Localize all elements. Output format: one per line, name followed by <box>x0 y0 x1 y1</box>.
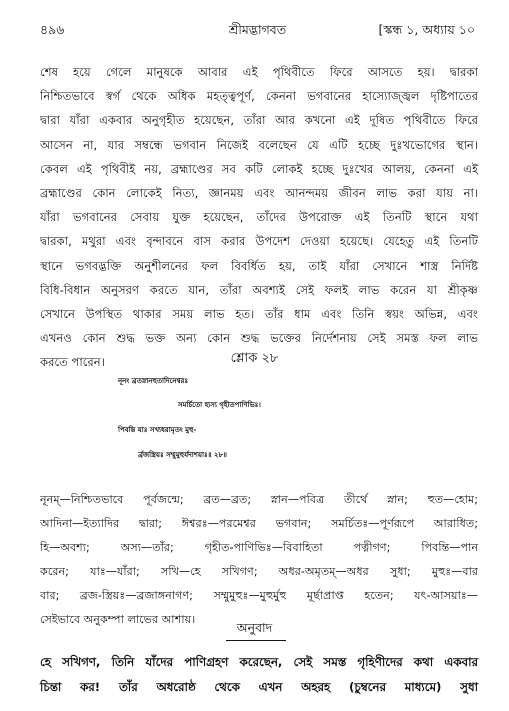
purport-line: দ্বারা যাঁরা একবার অনুগৃহীত হয়েছেন, তাঁরা আর কখনো এই দূষিত পৃথিবীতে ফিরে <box>40 113 478 128</box>
verse-number-label: শ্লোক ২৮ <box>230 351 279 366</box>
page-header <box>40 22 475 44</box>
purport-line: বিধি-বিধান অনুসরণ করতে যান, তাঁরা অবশ্যই সেই ফলই লাভ করেন যা শ্রীকৃষ্ণ <box>40 282 478 297</box>
translation-line: চিন্তা কর! তাঁর অধরোষ্ঠ থেকে এখন অহরহ (চুম্বনের মাধ্যমে) সুধা <box>40 680 478 694</box>
purport-line: কেবল এই পৃথিবীই নয়, ব্রহ্মাণ্ডের সব কটি লোকই হচ্ছে দুঃখের আলয়, কেননা এই <box>40 161 478 176</box>
synonym-line: করেন; যাঃ—যাঁরা; সখি—হে সখিগণ; অধর-অমৃতম্—অধর সুধা; মুহুঃ—বার <box>40 565 478 578</box>
translation-text <box>40 650 478 700</box>
synonym-line: নূনম্—নিশ্চিতভাবে পূর্বজন্মে; ব্রত—ব্রত; স্নান—পবিত্র তীর্থে স্নান; হুত—হোম; <box>40 493 478 506</box>
verse-line: নূনং ব্রতস্নানহুতাদিনেশ্বরঃ <box>118 377 189 385</box>
synonym-line: বার; ব্রজ-স্ত্রিয়ঃ—ব্রজাঙ্গনাগণ; সম্মুমুহুঃ—মুহুর্মুহু মূর্ছাপ্রাপ্ত হতেন; যৎ-আসয়াঃ— <box>40 589 478 602</box>
synonym-line: আদিনা—ইত্যাদির দ্বারা; ঈশ্বরঃ—পরমেশ্বর ভগবান; সমর্চিতঃ—পূর্ণরূপে আরাধিত; <box>40 517 478 530</box>
purport-line: আসেন না, যার সম্বন্ধে ভগবান নিজেই বলেছেন যে এটি হচ্ছে দুঃখভোগের স্থান। <box>40 137 478 152</box>
word-for-word-synonyms <box>40 488 478 632</box>
book-title: শ্রীমদ্ভাগবত <box>228 22 287 37</box>
verse-line: র্ব্রজস্ত্রিয়ঃ সম্মুমুহুর্যদাশয়াঃ॥ ২৮॥ <box>138 451 227 459</box>
verse-line: সমর্চিতো হ্যস্য গৃহীতপাণিভিঃ। <box>178 401 261 409</box>
purport-text <box>40 60 478 375</box>
purport-line: সেখানে উপস্থিত থাকার সময় লাভ হত। তাঁর ধাম এবং তিনি স্বয়ং অভিন্ন, এবং <box>40 307 478 322</box>
canto-chapter-label: [স্কন্ধ ১, অধ্যায় ১০ <box>378 22 475 37</box>
purport-line: করতে পারেন। <box>40 355 105 370</box>
purport-line: যাঁরা ভগবানের সেবায় যুক্ত হয়েছেন, তাঁদের উপরোক্ত এই তিনটি স্থানে যথা <box>40 210 478 225</box>
purport-line: দ্বারকা, মথুরা এবং বৃন্দাবনে বাস করার উপদেশ দেওয়া হয়েছে। যেহেতু এই তিনটি <box>40 234 478 249</box>
translation-line: হে সখিগণ, তিনি যাঁদের পাণিগ্রহণ করেছেন, সেই সমস্ত গৃহিণীদের কথা একবার <box>40 655 478 669</box>
synonym-line: সেইভাবে অনুকম্পা লাভের আশায়। <box>40 613 196 626</box>
translation-heading: অনুবাদ <box>236 620 273 635</box>
purport-line: ব্রহ্মাণ্ডের কোন লোকেই নিত্য, জ্ঞানময় এবং আনন্দময় জীবন লাভ করা যায় না। <box>40 186 478 201</box>
purport-line: এখনও কোন শুদ্ধ ভক্ত অন্য কোন শুদ্ধ ভক্তের নির্দেশনায় সেই সমস্ত ফল লাভ <box>40 331 478 346</box>
purport-line: নিশ্চিতভাবে স্বর্গ থেকে অধিক মহত্ত্বপূর্ণ, কেননা ভগবানের হাস্যোজ্জ্বল দৃষ্টিপাতের <box>40 89 478 104</box>
verse-line: পিবন্তি যাঃ সখ্যধরামৃতং মুহু- <box>118 426 197 434</box>
purport-line: স্থানে ভগবদ্ভক্তি অনুশীলনের ফল বিবর্ধিত হয়, তাই যাঁরা সেখানে শাস্ত্র নির্দিষ্ট <box>40 258 478 273</box>
page-number: ৪৯৬ <box>40 22 65 37</box>
synonym-line: হি—অবশ্য; অস্য—তাঁর; গৃহীত-পাণিভিঃ—বিবাহিতা পত্নীগণ; পিবন্তি—পান <box>40 541 478 554</box>
purport-line: শেষ হয়ে গেলে মানুষকে আবার এই পৃথিবীতে ফিরে আসতে হয়। দ্বারকা <box>40 65 478 79</box>
heading-underline <box>226 640 286 641</box>
